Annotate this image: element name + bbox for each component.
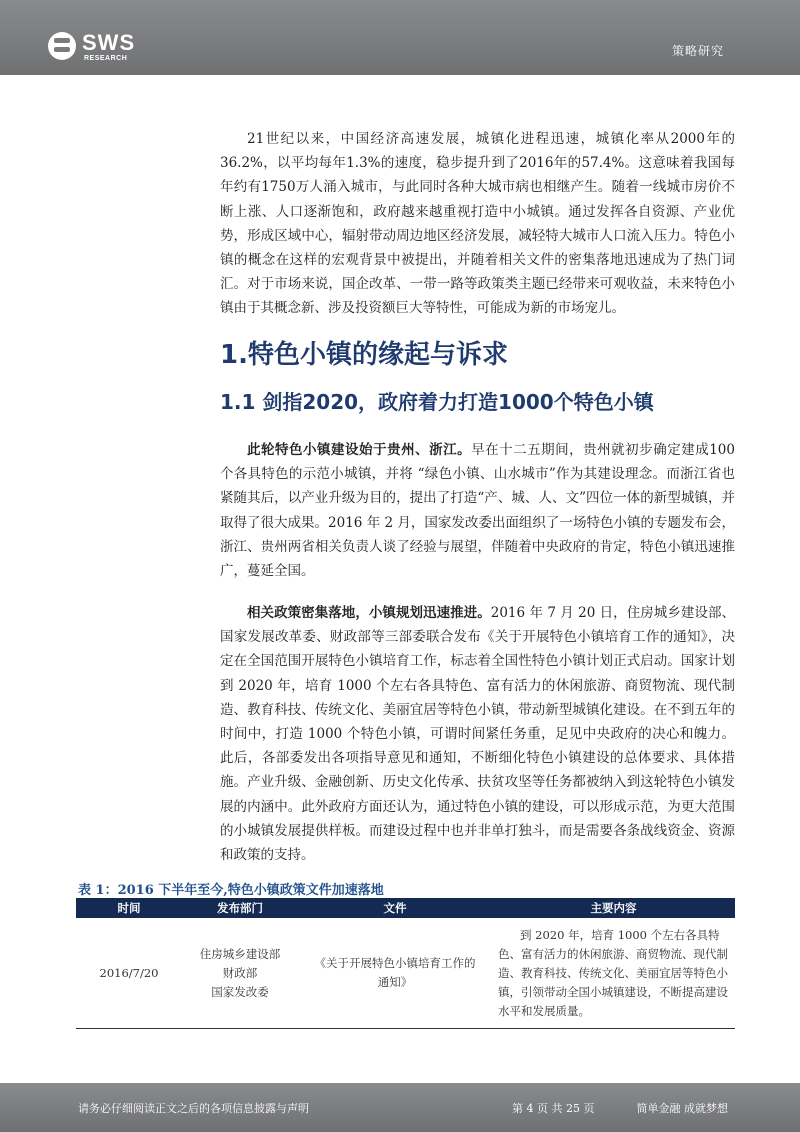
cell-department xyxy=(182,918,298,1029)
footer-slogan: 简单金融 成就梦想 xyxy=(636,1102,728,1115)
sws-logo xyxy=(48,30,148,68)
department-line: 财政部 xyxy=(222,965,258,980)
paragraph-origin-lead: 此轮特色小镇建设始于贵州、浙江。 xyxy=(247,442,472,458)
intro-section xyxy=(220,127,735,321)
header-time: 时间 xyxy=(76,898,182,918)
table-header-row xyxy=(76,898,735,918)
header-document: 文件 xyxy=(298,898,492,918)
table-caption: 表 1：2016 下半年至今,特色小镇政策文件加速落地 xyxy=(78,883,384,898)
paragraph-origin xyxy=(220,438,735,583)
table-row xyxy=(76,918,735,1029)
cell-time: 2016/7/20 xyxy=(76,918,182,1029)
page-number: 第 4 页 共 25 页 xyxy=(512,1102,595,1115)
policy-table xyxy=(76,898,735,1029)
logo-mark-icon xyxy=(48,32,76,60)
footer-disclaimer: 请务必仔细阅读正文之后的各项信息披露与声明 xyxy=(78,1102,309,1115)
section-title: 1.特色小镇的缘起与诉求 xyxy=(220,340,508,370)
paragraph-policy xyxy=(220,601,735,867)
header-department: 发布部门 xyxy=(182,898,298,918)
page-footer xyxy=(0,1083,800,1132)
intro-paragraph: 21世纪以来，中国经济高速发展，城镇化进程迅速，城镇化率从2000年的36.2%，以平均每年1.3%的速度，稳步提升到了2016年的57.4%。这意味着我国每年约有1750万人涌入城市，与此同时各种大城市病也相继产生。随着一线城市房价不断上涨、人口逐渐饱和，政府越来越重视打造中小城镇。通过发挥各自资源、产业优势，形成区域中心，辐射带动周边地区经济发展，减轻特大城市人口流入压力。特色小镇的概念在这样的宏观背景中被提出，并随着相关文件的密集落地迅速成为了热门词汇。对于市场来说，国企改革、一带一路等政策类主题已经带来可观收益，未来特色小镇由于其概念新、涉及投资额巨大等特性，可能成为新的市场宠儿。 xyxy=(220,131,735,317)
department-line: 国家发改委 xyxy=(211,984,269,999)
cell-document: 《关于开展特色小镇培育工作的通知》 xyxy=(298,918,492,1029)
page-header xyxy=(0,0,800,75)
department-line: 住房城乡建设部 xyxy=(199,946,281,961)
logo-text: SWS xyxy=(82,30,136,55)
subsection-title: 1.1 剑指2020，政府着力打造1000个特色小镇 xyxy=(220,390,654,414)
logo-subtext: RESEARCH xyxy=(84,55,128,62)
cell-content: 到 2020 年，培育 1000 个左右各具特色、富有活力的休闲旅游、商贸物流、现代制造、教育科技、传统文化、美丽宜居等特色小镇，引领带动全国小城镇建设，不断提高建设水平和发展质量。 xyxy=(492,918,735,1029)
paragraph-origin-text: 早在十二五期间，贵州就初步确定建成100 个各具特色的示范小城镇，并将 “绿色小镇、山水城市”作为其建设理念。而浙江省也紧随其后，以产业升级为目的，提出了打造“产、城、人、文”四位一体的新型城镇，并取得了很大成果。2016 年 2 月，国家发改委出面组织了一场特色小镇的专题发布会，浙江、贵州两省相关负责人谈了经验与展望，伴随着中央政府的肯定，特色小镇迅速推广，蔓延全国。 xyxy=(220,442,735,580)
paragraph-policy-lead: 相关政策密集落地，小镇规划迅速推进。 xyxy=(247,605,491,621)
report-category: 策略研究 xyxy=(671,44,724,58)
paragraph-policy-text: 2016 年 7 月 20 日，住房城乡建设部、国家发展改革委、财政部等三部委联合发布《关于开展特色小镇培育工作的通知》，决定在全国范围开展特色小镇培育工作，标志着全国性特色小镇计划正式启动。国家计划到 2020 年，培育 1000 个左右各具特色、富有活力的休闲旅游、商贸物流、现代制造、教育科技、传统文化、美丽宜居等特色小镇，带动新型城镇化建设。在不到五年的时间中，打造 1000 个特色小镇，可谓时间紧任务重，足见中央政府的决心和魄力。此后，各部委发出各项指导意见和通知，不断细化特色小镇建设的总体要求、具体措施。产业升级、金融创新、历史文化传承、扶贫攻坚等任务都被纳入到这轮特色小镇发展的内涵中。此外政府方面还认为，通过特色小镇的建设，可以形成示范，为更大范围的小城镇发展提供样板。而建设过程中也并非单打独斗，而是需要各条战线资金、资源和政策的支持。 xyxy=(220,605,735,864)
header-content: 主要内容 xyxy=(492,898,735,918)
